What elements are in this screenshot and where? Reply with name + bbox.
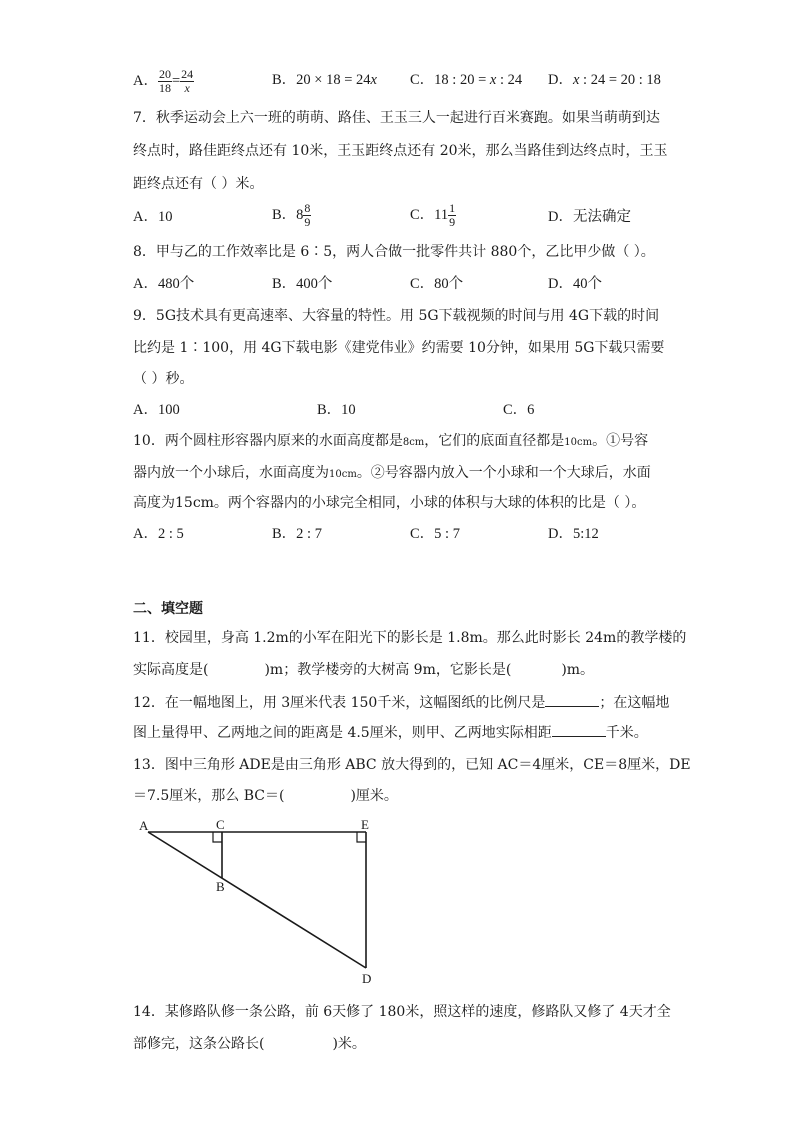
point-label-c: C <box>216 817 225 832</box>
q11-answer-blank-2[interactable] <box>511 660 561 674</box>
q7-option-b[interactable]: B．8 $\frac{8}{9}$ <box>272 201 311 229</box>
segment-ad <box>148 832 366 968</box>
q6-a-fraction-1: $\frac{20}{18}$ <box>158 67 171 95</box>
q7-option-d[interactable]: D．无法确定 <box>548 209 631 225</box>
q11-line-2: 实际高度是( )m；教学楼旁的大树高 9m，它影长是( )m。 <box>133 662 595 678</box>
q14-line-2: 部修完，这条公路长( )米。 <box>133 1036 366 1052</box>
q8-option-b[interactable]: B．400个 <box>272 276 333 292</box>
q7-line-2: 终点时，路佳距终点还有 10米，王玉距终点还有 20米，那么当路佳到达终点时，王玉 <box>133 143 668 159</box>
q10-option-c[interactable]: C．5 : 7 <box>410 526 460 542</box>
q10-option-d[interactable]: D．5:12 <box>548 526 599 542</box>
q9-line-2: 比约是 1∶100，用 4G下载电影《建党伟业》约需要 10分钟，如果用 5G下载只需要 <box>133 340 665 356</box>
q12-line-2: 图上量得甲、乙两地之间的距离是 4.5厘米，则甲、乙两地实际相距 千米。 <box>133 722 648 743</box>
q9-option-a[interactable]: A．100 <box>133 402 180 418</box>
point-label-b: B <box>216 879 225 894</box>
q7-option-c[interactable]: C．11 $\frac{1}{9}$ <box>410 201 456 229</box>
q12-answer-blank-1[interactable] <box>545 692 599 707</box>
q7-line-1: 7．秋季运动会上六一班的萌萌、路佳、王玉三人一起进行百米赛跑。如果当萌萌到达 <box>133 110 660 126</box>
q14-answer-blank[interactable] <box>264 1034 332 1048</box>
q13-answer-blank[interactable] <box>284 786 350 800</box>
q6-option-c[interactable]: C．18 : 20 = x : 24 <box>410 72 523 88</box>
q9-option-c[interactable]: C．6 <box>503 402 535 418</box>
q8-line-1: 8．甲与乙的工作效率比是 6∶5，两人合做一批零件共计 880个，乙比甲少做（ ）。 <box>133 244 655 260</box>
q7-line-3: 距终点还有（ ）米。 <box>133 176 264 192</box>
point-label-a: A <box>139 818 149 833</box>
q12-line-1: 12．在一幅地图上，用 3厘米代表 150千米，这幅图纸的比例尺是 ；在这幅地 <box>133 692 669 713</box>
q9-option-b[interactable]: B．10 <box>317 402 356 418</box>
q10-line-1: 10．两个圆柱形容器内原来的水面高度都是8cm，它们的底面直径都是10cm。①号容 <box>133 433 649 449</box>
point-label-e: E <box>361 817 369 832</box>
point-label-d: D <box>362 971 372 986</box>
section-heading-fill-in: 二、填空题 <box>133 601 203 617</box>
q11-answer-blank-1[interactable] <box>208 660 264 674</box>
q6-option-a[interactable]: A． $\frac{20}{18}$ = $\frac{24}{x}$ <box>133 67 194 95</box>
q9-line-1: 9．5G技术具有更高速率、大容量的特性。用 5G下载视频的时间与用 4G下载的时间 <box>133 308 660 324</box>
q10-line-3: 高度为15cm。两个容器内的小球完全相同，小球的体积与大球的体积的比是（ ）。 <box>133 495 646 511</box>
q10-option-a[interactable]: A．2 : 5 <box>133 526 184 542</box>
q12-answer-blank-2[interactable] <box>552 722 606 737</box>
q8-option-c[interactable]: C．80个 <box>410 276 464 292</box>
q8-option-d[interactable]: D．40个 <box>548 276 602 292</box>
q6-option-d[interactable]: D．x : 24 = 20 : 18 <box>548 72 661 88</box>
q8-option-a[interactable]: A．480个 <box>133 276 195 292</box>
q7-option-a[interactable]: A．10 <box>133 209 173 225</box>
q10-option-b[interactable]: B．2 : 7 <box>272 526 322 542</box>
q10-line-2: 器内放一个小球后，水面高度为10cm。②号容器内放入一个小球和一个大球后，水面 <box>133 465 651 481</box>
q14-line-1: 14．某修路队修一条公路，前 6天修了 180米，照这样的速度，修路队又修了 4天才全 <box>133 1004 671 1020</box>
q6-option-b[interactable]: B．20 × 18 = 24x <box>272 72 377 88</box>
q11-line-1: 11．校园里，身高 1.2m的小军在阳光下的影长是 1.8m。那么此时影长 24m的教学楼的 <box>133 630 687 646</box>
right-angle-mark-e <box>357 832 366 842</box>
q6-a-fraction-2: $\frac{24}{x}$ <box>181 67 194 95</box>
q9-line-3: （ ）秒。 <box>133 371 194 387</box>
q13-line-1: 13．图中三角形 ADE是由三角形 ABC 放大得到的，已知 AC＝4厘米，CE＝8厘米，DE <box>133 757 691 773</box>
q13-line-2: ＝7.5厘米，那么 BC＝( )厘米。 <box>133 788 398 804</box>
right-angle-mark-c <box>213 832 222 842</box>
